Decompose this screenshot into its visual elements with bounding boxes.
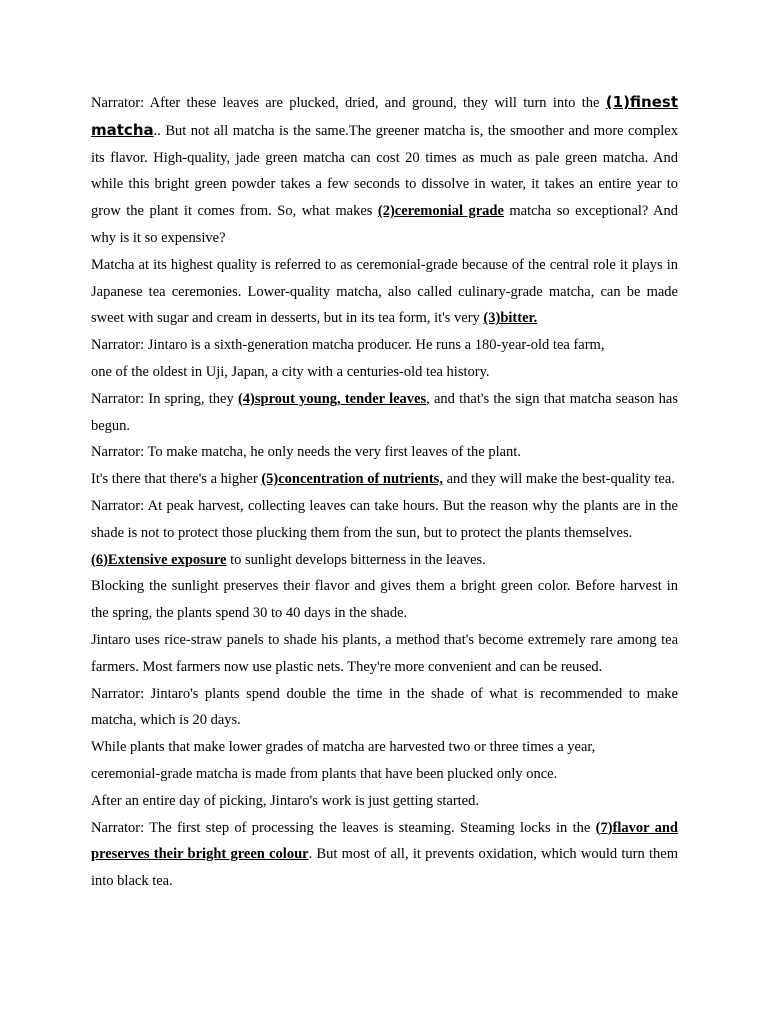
paragraph-blocking-sunlight: Blocking the sunlight preserves their flavor and gives them a bright green color. Before harvest in the spring, the plants spend 30 to 40 days in the shade. [91, 578, 678, 622]
paragraph-ceremonial [91, 252, 678, 332]
paragraph-peak-harvest: Narrator: At peak harvest, collecting leaves can take hours. But the reason why the plants are in the shade is not to protect those plucking them from the sun, but to protect the plants themselves. [91, 497, 678, 541]
paragraph-text: , and that's the sign that matcha season has begun. [91, 390, 678, 434]
highlight-bitter: (3)bitter. [483, 310, 538, 327]
paragraph-text: to sunlight develops bitterness in the leaves. [226, 551, 486, 568]
paragraph-intro [91, 89, 678, 252]
paragraph-text: Narrator: After these leaves are plucked, dried, and ground, they will turn into the [91, 95, 606, 111]
paragraph-text: It's there that there's a higher [91, 471, 262, 488]
highlight-finest-matcha: (1)finest matcha [91, 93, 678, 139]
paragraph-text: . But most of all, it prevents oxidation, which would turn them into black tea. [91, 846, 678, 890]
paragraph-first-leaves: Narrator: To make matcha, he only needs the very first leaves of the plant. [91, 444, 521, 461]
paragraph-plucked-once: ceremonial-grade matcha is made from plants that have been plucked only once. [91, 765, 558, 782]
paragraph-rice-straw: Jintaro uses rice-straw panels to shade his plants, a method that's become extremely rare among tea farmers. Most farmers now use plastic nets. They're more convenient and can be reused. [91, 631, 678, 675]
paragraph-spring [91, 386, 678, 440]
paragraph-uji: one of the oldest in Uji, Japan, a city with a centuries-old tea history. [91, 363, 490, 380]
paragraph-text: .. But not all matcha is the same.The greener matcha is, the smoother and more complex its flavor. High-quality, jade green matcha can cost 20 times as much as pale green matcha. And while this bright green powder takes a few seconds to dissolve in water, it takes an entire year to grow the plant it comes from. So, what makes [91, 122, 678, 220]
highlight-extensive-exposure: (6)Extensive exposure [91, 551, 227, 568]
paragraph-lower-grades: While plants that make lower grades of matcha are harvested two or three times a year, [91, 739, 596, 756]
paragraph-steaming [91, 815, 678, 895]
paragraph-text: Narrator: The first step of processing the leaves is steaming. Steaming locks in the [91, 819, 596, 836]
highlight-concentration-nutrients: (5)concentration of nutrients, [261, 471, 443, 488]
paragraph-shade-time: Narrator: Jintaro's plants spend double the time in the shade of what is recommended to make matcha, which is 20 days. [91, 685, 678, 729]
paragraph-text: Matcha at its highest quality is referred to as ceremonial-grade because of the central role it plays in Japanese tea ceremonies. Lower-quality matcha, also called culinary-grade matcha, can be made sweet with sugar and cream in desserts, but in its tea form, it's very [91, 256, 678, 327]
highlight-sprout-leaves: (4)sprout young, tender leaves [237, 390, 427, 407]
paragraph-picking: After an entire day of picking, Jintaro's work is just getting started. [91, 792, 479, 809]
paragraph-nutrients [91, 466, 678, 493]
paragraph-text: matcha so exceptional? And why is it so expensive? [91, 203, 679, 246]
paragraph-text: and they will make the best-quality tea. [442, 471, 675, 488]
highlight-flavor-colour: (7)flavor and preserves their bright green colour [91, 819, 678, 863]
highlight-ceremonial-grade: (2)ceremonial grade [377, 203, 504, 220]
paragraph-jintaro-producer: Narrator: Jintaro is a sixth-generation matcha producer. He runs a 180-year-old tea farm, [91, 337, 605, 354]
paragraph-text: Narrator: In spring, they [91, 390, 238, 407]
paragraph-exposure [91, 547, 678, 574]
